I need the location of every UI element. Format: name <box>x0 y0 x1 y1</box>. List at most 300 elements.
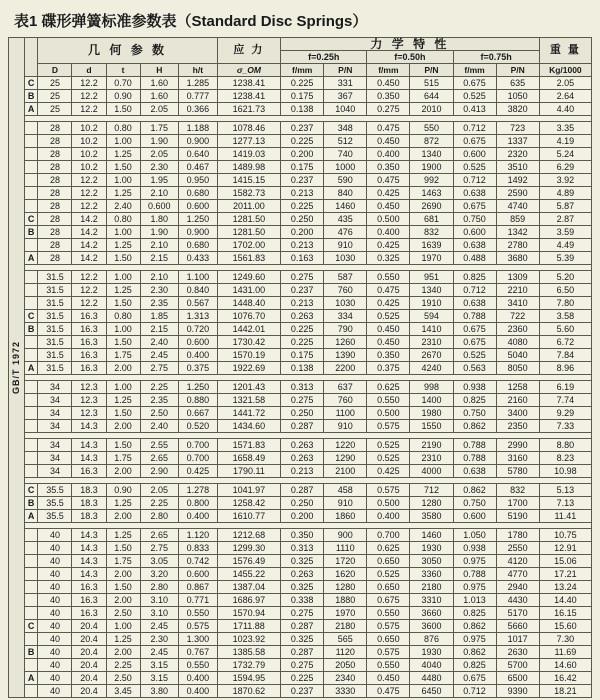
cell-pn: 5170 <box>496 607 539 620</box>
cell-fmm: 0.425 <box>367 465 410 478</box>
mechanics-header: 力 学 特 性 <box>281 38 540 51</box>
cell-om: 1078.46 <box>217 122 281 135</box>
cell-pn: 4430 <box>496 594 539 607</box>
cell-pn: 1400 <box>410 394 453 407</box>
row-group-label <box>24 271 38 284</box>
cell-fmm: 0.550 <box>367 607 410 620</box>
cell-d: 34 <box>38 420 72 433</box>
cell-om: 1041.97 <box>217 484 281 497</box>
cell-pn: 5700 <box>496 659 539 672</box>
cell-h: 2.65 <box>140 529 179 542</box>
row-group-label <box>24 239 38 252</box>
cell-pn: 1017 <box>496 633 539 646</box>
cell-kg1000: 3.35 <box>539 122 591 135</box>
cell-fmm: 0.275 <box>281 659 324 672</box>
cell-ht: 1.120 <box>179 529 218 542</box>
cell-h: 2.90 <box>140 465 179 478</box>
cell-fmm: 0.275 <box>367 103 410 116</box>
cell-d: 28 <box>38 122 72 135</box>
cell-d: 14.3 <box>72 568 106 581</box>
row-group-label: C <box>24 484 38 497</box>
cell-fmm: 0.350 <box>281 529 324 542</box>
cell-fmm: 0.675 <box>453 672 496 685</box>
cell-ht: 0.680 <box>179 239 218 252</box>
cell-t: 0.70 <box>106 77 140 90</box>
cell-pn: 1220 <box>324 439 367 452</box>
row-group-label <box>24 336 38 349</box>
cell-kg1000: 3.59 <box>539 226 591 239</box>
cell-h: 2.45 <box>140 349 179 362</box>
table-row <box>9 646 592 659</box>
cell-pn: 872 <box>410 135 453 148</box>
cell-t: 0.80 <box>106 310 140 323</box>
cell-fmm: 0.700 <box>367 529 410 542</box>
cell-fmm: 0.975 <box>453 633 496 646</box>
cell-kg1000: 10.75 <box>539 529 591 542</box>
cell-ht: 0.950 <box>179 174 218 187</box>
cell-fmm: 0.225 <box>281 77 324 90</box>
cell-ht: 0.425 <box>179 465 218 478</box>
table-row <box>9 394 592 407</box>
cell-d: 18.3 <box>72 484 106 497</box>
cell-om: 1594.95 <box>217 672 281 685</box>
cell-kg1000: 8.96 <box>539 362 591 375</box>
cell-d: 12.2 <box>72 77 106 90</box>
col-f-050: f/mm <box>367 64 410 77</box>
cell-pn: 4040 <box>410 659 453 672</box>
cell-d: 31.5 <box>38 362 72 375</box>
cell-d: 12.3 <box>72 407 106 420</box>
cell-pn: 2180 <box>324 620 367 633</box>
cell-h: 2.35 <box>140 394 179 407</box>
cell-kg1000: 2.05 <box>539 77 591 90</box>
cell-fmm: 0.400 <box>367 148 410 161</box>
table-row <box>9 103 592 116</box>
cell-om: 1281.50 <box>217 226 281 239</box>
cell-fmm: 0.225 <box>281 336 324 349</box>
table-row <box>9 310 592 323</box>
row-group-label: C <box>24 310 38 323</box>
cell-pn: 1720 <box>324 555 367 568</box>
cell-fmm: 0.450 <box>367 200 410 213</box>
cell-pn: 4080 <box>496 336 539 349</box>
geometry-header: 几 何 参 数 <box>38 38 217 64</box>
cell-om: 1570.94 <box>217 607 281 620</box>
cell-ht: 0.720 <box>179 323 218 336</box>
cell-t: 1.00 <box>106 226 140 239</box>
cell-t: 2.00 <box>106 465 140 478</box>
cell-fmm: 0.450 <box>367 672 410 685</box>
cell-fmm: 0.375 <box>367 362 410 375</box>
cell-kg1000: 6.19 <box>539 381 591 394</box>
cell-h: 1.60 <box>140 77 179 90</box>
cell-d: 40 <box>38 581 72 594</box>
cell-om: 1023.92 <box>217 633 281 646</box>
cell-h: 2.80 <box>140 581 179 594</box>
row-group-label <box>24 607 38 620</box>
cell-ht: 0.667 <box>179 407 218 420</box>
row-group-label <box>24 394 38 407</box>
cell-pn: 3360 <box>410 568 453 581</box>
cell-t: 1.25 <box>106 633 140 646</box>
col-t: t <box>106 64 140 77</box>
cell-pn: 1258 <box>496 381 539 394</box>
cell-pn: 1337 <box>496 135 539 148</box>
cell-pn: 1120 <box>324 646 367 659</box>
cell-pn: 2190 <box>410 439 453 452</box>
cell-fmm: 0.175 <box>281 90 324 103</box>
cell-kg1000: 12.91 <box>539 542 591 555</box>
cell-fmm: 0.263 <box>281 439 324 452</box>
cell-d: 34 <box>38 465 72 478</box>
row-group-label: A <box>24 672 38 685</box>
cell-fmm: 0.213 <box>281 465 324 478</box>
cell-ht: 1.250 <box>179 213 218 226</box>
cell-fmm: 0.825 <box>453 607 496 620</box>
cell-pn: 5660 <box>496 620 539 633</box>
cell-fmm: 0.575 <box>367 420 410 433</box>
cell-h: 3.15 <box>140 659 179 672</box>
cell-pn: 2940 <box>496 581 539 594</box>
table-row <box>9 633 592 646</box>
cell-d: 14.2 <box>72 239 106 252</box>
cell-pn: 1550 <box>410 420 453 433</box>
cell-d: 12.2 <box>72 174 106 187</box>
table-row <box>9 122 592 135</box>
cell-fmm: 0.325 <box>281 633 324 646</box>
cell-pn: 3310 <box>410 594 453 607</box>
row-group-label <box>24 200 38 213</box>
table-row <box>9 672 592 685</box>
cell-om: 2011.00 <box>217 200 281 213</box>
cell-fmm: 0.862 <box>453 620 496 633</box>
cell-ht: 1.188 <box>179 122 218 135</box>
cell-d: 14.2 <box>72 252 106 265</box>
cell-d: 28 <box>38 213 72 226</box>
cell-pn: 8050 <box>496 362 539 375</box>
cell-fmm: 0.213 <box>281 297 324 310</box>
row-group-label <box>24 381 38 394</box>
cell-pn: 1492 <box>496 174 539 187</box>
cell-d: 14.3 <box>72 555 106 568</box>
cell-d: 28 <box>38 148 72 161</box>
load-col-025h: f=0.25h <box>281 51 367 64</box>
cell-h: 1.60 <box>140 90 179 103</box>
cell-ht: 1.285 <box>179 77 218 90</box>
cell-h: 0.600 <box>140 200 179 213</box>
cell-kg1000: 10.98 <box>539 465 591 478</box>
cell-pn: 550 <box>410 122 453 135</box>
cell-fmm: 0.450 <box>367 323 410 336</box>
row-group-label: A <box>24 362 38 375</box>
cell-fmm: 0.237 <box>281 284 324 297</box>
cell-h: 1.75 <box>140 122 179 135</box>
cell-pn: 3680 <box>496 252 539 265</box>
table-row <box>9 239 592 252</box>
cell-h: 2.45 <box>140 620 179 633</box>
cell-fmm: 0.638 <box>453 297 496 310</box>
row-group-label <box>24 420 38 433</box>
cell-fmm: 0.425 <box>367 297 410 310</box>
cell-om: 1732.79 <box>217 659 281 672</box>
cell-fmm: 0.675 <box>453 336 496 349</box>
cell-t: 2.00 <box>106 594 140 607</box>
cell-t: 2.00 <box>106 420 140 433</box>
cell-d: 34 <box>38 394 72 407</box>
cell-h: 2.40 <box>140 336 179 349</box>
cell-kg1000: 16.42 <box>539 672 591 685</box>
cell-h: 2.05 <box>140 103 179 116</box>
table-row <box>9 284 592 297</box>
cell-pn: 3050 <box>410 555 453 568</box>
cell-fmm: 1.013 <box>453 594 496 607</box>
cell-fmm: 0.525 <box>453 349 496 362</box>
cell-d: 31.5 <box>38 323 72 336</box>
cell-d: 20.4 <box>72 659 106 672</box>
cell-pn: 637 <box>324 381 367 394</box>
cell-t: 2.25 <box>106 659 140 672</box>
cell-fmm: 0.638 <box>453 239 496 252</box>
cell-kg1000: 2.64 <box>539 90 591 103</box>
cell-d: 14.3 <box>72 529 106 542</box>
cell-pn: 1309 <box>496 271 539 284</box>
cell-d: 10.2 <box>72 148 106 161</box>
cell-om: 1212.68 <box>217 529 281 542</box>
cell-d: 40 <box>38 633 72 646</box>
col-P-025: P/N <box>324 64 367 77</box>
cell-d: 12.3 <box>72 394 106 407</box>
table-row <box>9 271 592 284</box>
cell-t: 1.00 <box>106 271 140 284</box>
cell-fmm: 0.225 <box>281 323 324 336</box>
cell-pn: 1000 <box>324 161 367 174</box>
cell-pn: 5040 <box>496 349 539 362</box>
cell-pn: 367 <box>324 90 367 103</box>
cell-d: 40 <box>38 542 72 555</box>
cell-fmm: 0.650 <box>367 581 410 594</box>
cell-kg1000: 2.87 <box>539 213 591 226</box>
col-f-075: f/mm <box>453 64 496 77</box>
cell-fmm: 0.938 <box>453 542 496 555</box>
cell-ht: 0.366 <box>179 103 218 116</box>
cell-pn: 859 <box>496 213 539 226</box>
cell-ht: 1.100 <box>179 271 218 284</box>
cell-pn: 760 <box>324 394 367 407</box>
cell-fmm: 0.163 <box>281 252 324 265</box>
cell-fmm: 0.638 <box>453 187 496 200</box>
table-row <box>9 555 592 568</box>
cell-fmm: 0.500 <box>367 213 410 226</box>
load-col-050h: f=0.50h <box>367 51 453 64</box>
cell-fmm: 0.600 <box>453 226 496 239</box>
cell-pn: 2780 <box>496 239 539 252</box>
header-row-3 <box>9 64 592 77</box>
cell-pn: 9390 <box>496 685 539 698</box>
cell-pn: 1280 <box>324 581 367 594</box>
cell-fmm: 0.200 <box>281 226 324 239</box>
cell-pn: 4240 <box>410 362 453 375</box>
col-D: D <box>38 64 72 77</box>
cell-ht: 0.600 <box>179 336 218 349</box>
cell-om: 1281.50 <box>217 213 281 226</box>
cell-kg1000: 7.84 <box>539 349 591 362</box>
cell-kg1000: 9.29 <box>539 407 591 420</box>
load-col-075h: f=0.75h <box>453 51 539 64</box>
cell-fmm: 0.275 <box>281 271 324 284</box>
cell-om: 1455.22 <box>217 568 281 581</box>
table-row <box>9 213 592 226</box>
cell-fmm: 0.550 <box>367 271 410 284</box>
cell-fmm: 0.250 <box>281 407 324 420</box>
cell-fmm: 0.862 <box>453 484 496 497</box>
table-row <box>9 200 592 213</box>
col-sigma-om: σ_OM <box>217 64 281 77</box>
cell-d: 31.5 <box>38 271 72 284</box>
cell-pn: 3410 <box>496 297 539 310</box>
cell-fmm: 0.475 <box>367 685 410 698</box>
cell-d: 35.5 <box>38 510 72 523</box>
cell-d: 14.3 <box>72 452 106 465</box>
cell-pn: 4000 <box>410 465 453 478</box>
row-group-label: B <box>24 226 38 239</box>
cell-d: 40 <box>38 568 72 581</box>
cell-pn: 594 <box>410 310 453 323</box>
cell-kg1000: 11.69 <box>539 646 591 659</box>
cell-fmm: 0.325 <box>367 252 410 265</box>
cell-pn: 3160 <box>496 452 539 465</box>
cell-d: 16.3 <box>72 465 106 478</box>
cell-h: 1.95 <box>140 174 179 187</box>
col-weight: Kg/1000 <box>539 64 591 77</box>
cell-d: 35.5 <box>38 484 72 497</box>
cell-ht: 0.400 <box>179 672 218 685</box>
cell-d: 10.2 <box>72 122 106 135</box>
cell-d: 25 <box>38 77 72 90</box>
cell-d: 34 <box>38 381 72 394</box>
row-group-label <box>24 581 38 594</box>
cell-fmm: 0.287 <box>281 646 324 659</box>
cell-fmm: 0.500 <box>367 407 410 420</box>
cell-fmm: 0.225 <box>281 135 324 148</box>
cell-d: 40 <box>38 685 72 698</box>
cell-fmm: 0.225 <box>281 672 324 685</box>
cell-d: 12.2 <box>72 297 106 310</box>
cell-ht: 0.575 <box>179 620 218 633</box>
cell-d: 31.5 <box>38 297 72 310</box>
cell-fmm: 0.712 <box>453 284 496 297</box>
cell-t: 2.00 <box>106 646 140 659</box>
cell-om: 1415.15 <box>217 174 281 187</box>
cell-fmm: 0.325 <box>281 555 324 568</box>
cell-d: 16.3 <box>72 310 106 323</box>
cell-d: 16.3 <box>72 323 106 336</box>
row-group-label <box>24 568 38 581</box>
cell-fmm: 0.475 <box>367 122 410 135</box>
cell-fmm: 0.575 <box>367 646 410 659</box>
cell-d: 20.4 <box>72 672 106 685</box>
cell-fmm: 0.250 <box>281 213 324 226</box>
cell-fmm: 0.338 <box>281 594 324 607</box>
row-group-label <box>24 187 38 200</box>
table-row <box>9 542 592 555</box>
cell-fmm: 0.750 <box>453 497 496 510</box>
cell-h: 2.80 <box>140 510 179 523</box>
cell-kg1000: 5.13 <box>539 484 591 497</box>
cell-ht: 0.600 <box>179 200 218 213</box>
cell-pn: 740 <box>324 148 367 161</box>
cell-d: 28 <box>38 226 72 239</box>
cell-d: 28 <box>38 252 72 265</box>
cell-om: 1489.98 <box>217 161 281 174</box>
cell-pn: 1780 <box>496 529 539 542</box>
cell-d: 14.2 <box>72 226 106 239</box>
row-group-label <box>24 407 38 420</box>
cell-ht: 0.375 <box>179 362 218 375</box>
cell-d: 40 <box>38 594 72 607</box>
cell-d: 31.5 <box>38 349 72 362</box>
cell-om: 1922.69 <box>217 362 281 375</box>
cell-fmm: 0.550 <box>367 394 410 407</box>
cell-fmm: 0.425 <box>367 239 410 252</box>
cell-pn: 760 <box>324 284 367 297</box>
cell-fmm: 0.788 <box>453 439 496 452</box>
cell-ht: 0.400 <box>179 349 218 362</box>
cell-pn: 1900 <box>410 161 453 174</box>
cell-pn: 1460 <box>324 200 367 213</box>
cell-pn: 790 <box>324 323 367 336</box>
table-row <box>9 510 592 523</box>
cell-t: 2.40 <box>106 200 140 213</box>
cell-d: 34 <box>38 439 72 452</box>
cell-pn: 1050 <box>496 90 539 103</box>
cell-fmm: 0.525 <box>367 310 410 323</box>
cell-kg1000: 7.13 <box>539 497 591 510</box>
disc-spring-parameter-table <box>8 37 592 698</box>
cell-h: 3.15 <box>140 672 179 685</box>
table-row <box>9 420 592 433</box>
cell-h: 2.65 <box>140 452 179 465</box>
cell-pn: 476 <box>324 226 367 239</box>
row-group-label: A <box>24 510 38 523</box>
cell-fmm: 0.825 <box>453 394 496 407</box>
cell-kg1000: 14.40 <box>539 594 591 607</box>
cell-h: 1.80 <box>140 213 179 226</box>
cell-fmm: 0.200 <box>281 148 324 161</box>
cell-ht: 0.640 <box>179 148 218 161</box>
cell-fmm: 0.650 <box>367 555 410 568</box>
cell-kg1000: 4.49 <box>539 239 591 252</box>
cell-h: 2.35 <box>140 297 179 310</box>
cell-h: 3.10 <box>140 594 179 607</box>
cell-fmm: 0.175 <box>281 349 324 362</box>
cell-kg1000: 5.60 <box>539 323 591 336</box>
cell-pn: 1860 <box>324 510 367 523</box>
cell-pn: 1930 <box>410 542 453 555</box>
table-row <box>9 568 592 581</box>
cell-pn: 2010 <box>410 103 453 116</box>
cell-kg1000: 8.23 <box>539 452 591 465</box>
cell-om: 1870.62 <box>217 685 281 698</box>
cell-pn: 2990 <box>496 439 539 452</box>
cell-d: 40 <box>38 620 72 633</box>
cell-t: 1.25 <box>106 148 140 161</box>
cell-d: 31.5 <box>38 336 72 349</box>
cell-t: 1.00 <box>106 135 140 148</box>
cell-pn: 3580 <box>410 510 453 523</box>
row-group-label <box>24 465 38 478</box>
cell-h: 1.90 <box>140 226 179 239</box>
cell-h: 2.10 <box>140 187 179 200</box>
